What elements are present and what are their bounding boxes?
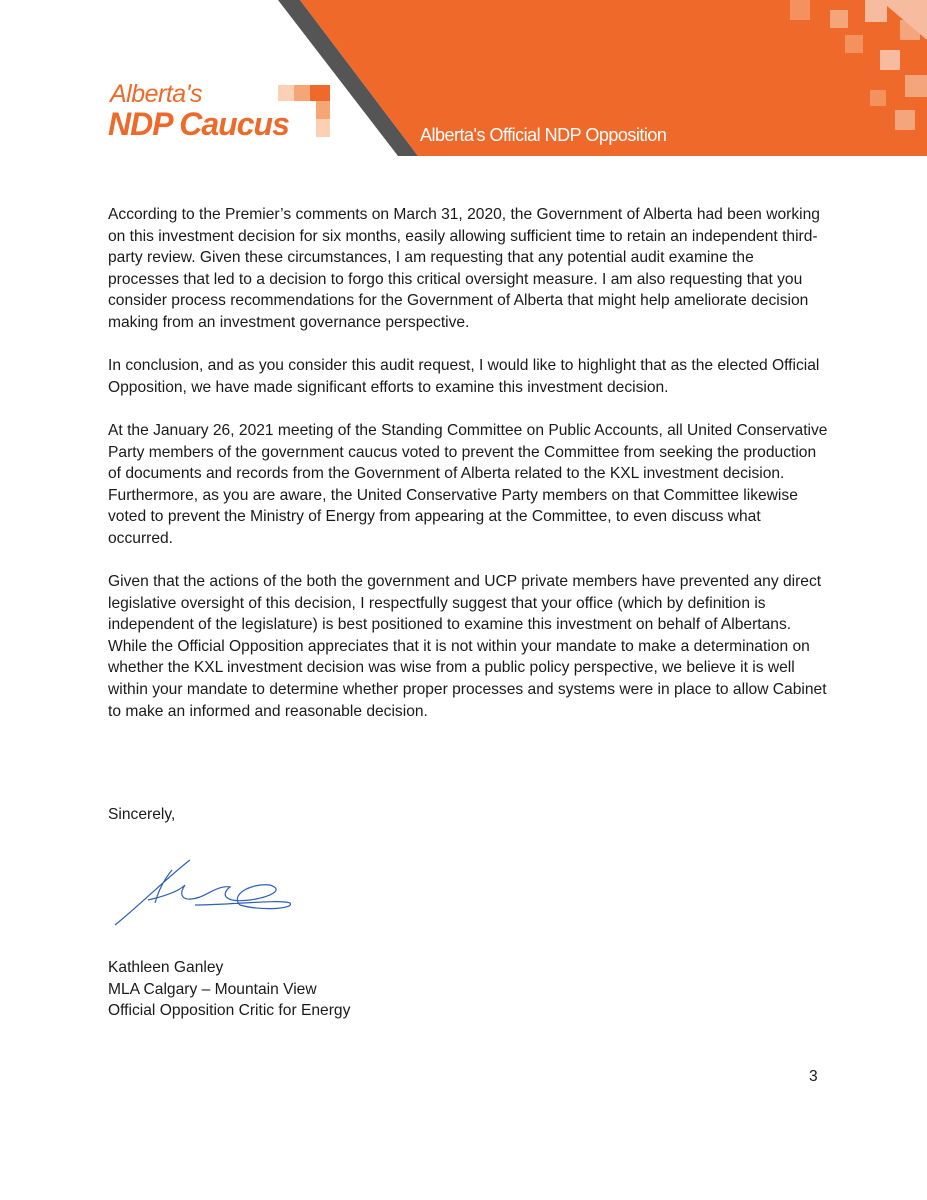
logo-text-alberta: Alberta's	[110, 80, 202, 108]
letterhead-tagline: Alberta's Official NDP Opposition	[420, 125, 667, 145]
paragraph: In conclusion, and as you consider this audit request, I would like to highlight that as the elected Official Opposition, we have made significant efforts to examine this investment decision.	[108, 357, 820, 396]
signatory-block	[108, 957, 350, 1022]
paragraph: According to the Premier’s comments on March 31, 2020, the Government of Alberta had been working on this investment decision for six months, easily allowing sufficient time to retain an independent third-party review. Given these circumstances, I am requesting that any potential audit examine the processes that led to a decision to forgo this critical oversight measure. I am also requesting that you consider process recommendations for the Government of Alberta that might help ameliorate decision making from an investment governance perspective.	[108, 206, 820, 331]
signatory-role: Official Opposition Critic for Energy	[108, 1002, 351, 1020]
signature	[110, 855, 300, 930]
paragraph: At the January 26, 2021 meeting of the Standing Committee on Public Accounts, all United Conservative Party members of the government caucus voted to prevent the Committee from seeking the production of documents and records from the Government of Alberta related to the KXL investment decision. Furthermore, as you are aware, the United Conservative Party members on that Committee likewise voted to prevent the Ministry of Energy from appearing at the Committee, to even discuss what occurred.	[108, 421, 828, 547]
letter-body	[108, 204, 828, 744]
closing: Sincerely,	[108, 806, 176, 823]
signatory-riding: MLA Calgary – Mountain View	[108, 980, 317, 998]
page-number: 3	[809, 1068, 818, 1085]
logo-text-ndp-caucus: NDP Caucus	[108, 106, 289, 142]
signatory-name: Kathleen Ganley	[108, 959, 224, 976]
paragraph: Given that the actions of the both the government and UCP private members have prevented any direct legislative oversight of this decision, I respectfully suggest that your office (which by definition is independent of the legislature) is best positioned to examine this investment on behalf of Albertans. While the Official Opposition appreciates that it is not within your mandate to make a determination on whether the KXL investment decision was wise from a public policy perspective, we believe it is well within your mandate to determine whether proper processes and systems were in place to allow Cabinet to make an informed and reasonable decision.	[108, 573, 827, 720]
